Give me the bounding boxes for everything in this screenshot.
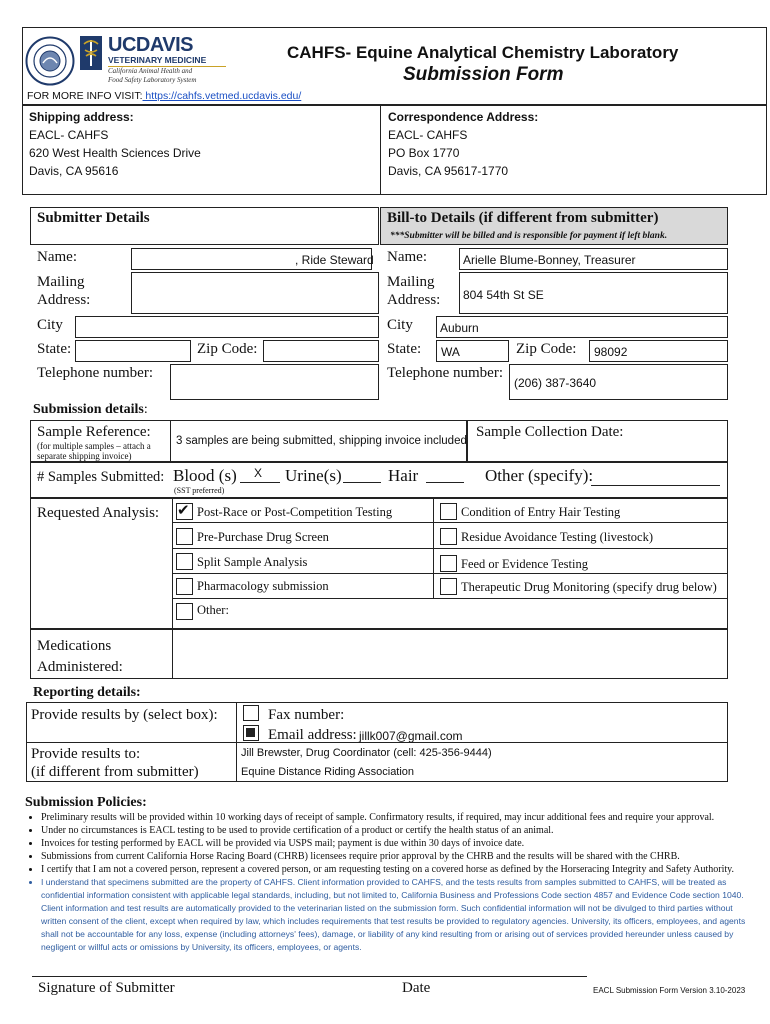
form-subtitle: Submission Form bbox=[403, 64, 564, 85]
condition-entry-checkbox[interactable] bbox=[440, 503, 457, 520]
billto-mailing-value: 804 54th St SE bbox=[463, 288, 544, 302]
submitter-state-label: State: bbox=[37, 341, 72, 357]
form-title: CAHFS- Equine Analytical Chemistry Laboratory bbox=[287, 43, 679, 62]
analysis-row-line-3 bbox=[172, 573, 728, 574]
sample-collection-label: Sample Collection Date: bbox=[476, 424, 624, 440]
email-value[interactable]: jillk007@gmail.com bbox=[359, 729, 463, 743]
billto-zip-label: Zip Code: bbox=[516, 341, 577, 357]
correspondence-line3: Davis, CA 95617-1770 bbox=[388, 164, 509, 178]
submitter-mailing-label-1: Mailing bbox=[37, 274, 85, 290]
submission-heading bbox=[33, 402, 148, 418]
billto-city-label: City bbox=[387, 317, 413, 333]
fax-checkbox[interactable] bbox=[243, 705, 259, 721]
submission-heading-text: Submission details bbox=[33, 402, 144, 417]
org-subtitle: VETERINARY MEDICINE bbox=[108, 55, 207, 65]
shipping-line1: EACL- CAHFS bbox=[29, 128, 109, 142]
org-name: UCDAVIS bbox=[108, 34, 194, 56]
billto-zip-value: 98092 bbox=[594, 345, 628, 359]
medications-label-1: Medications bbox=[37, 638, 112, 654]
correspondence-line2: PO Box 1770 bbox=[388, 146, 460, 160]
provide-results-to-note: (if different from submitter) bbox=[31, 764, 199, 780]
signature-label: Signature of Submitter bbox=[38, 980, 175, 996]
provide-results-to-label: Provide results to: bbox=[31, 746, 141, 762]
blood-label: Blood (s) bbox=[173, 466, 237, 485]
analysis-col-divider bbox=[433, 498, 434, 599]
submitter-zip-field[interactable] bbox=[263, 340, 379, 362]
submitter-zip-label: Zip Code: bbox=[197, 341, 258, 357]
date-label: Date bbox=[402, 980, 431, 996]
option-residue-avoidance: Residue Avoidance Testing (livestock) bbox=[461, 530, 654, 544]
billto-heading: Bill-to Details (if different from submitter) bbox=[387, 210, 659, 226]
sst-note: (SST preferred) bbox=[174, 486, 225, 495]
analysis-label-divider bbox=[172, 498, 173, 629]
billto-phone-label: Telephone number: bbox=[387, 365, 503, 381]
policy-confidentiality: • I understand that specimens submitted are the property of CAHFS. Client information provided to CAHFS, and the tests results from samples submitted to CAHFS, will be treated as confidential information consistent with applicable legal standards, including, but not limited to, California Business and Professions Code section 4857 and Evidence Code section 1040. Client information and test results are automatically provided to the veterinarian listed on the submission form. Such confidential information will not be divulged to third parties without written consent of the client, except when required by law, which includes requirements that test results be provided to regulatory agencies. University, its officers, employees, and agents shall not be accountable for any loss, expense (including attorneys' fees), damage, or liability of any kind resulting from or arising out of services provided hereunder unless caused by negligent or willful acts or omissions by University, its officers, employees, or agents. bbox=[41, 876, 753, 954]
policy-item: • Invoices for testing performed by EACL will be provided via USPS mail; payment is due within 30 days of invoice date. bbox=[41, 837, 753, 850]
billto-name-value: Arielle Blume-Bonney, Treasurer bbox=[463, 253, 636, 267]
billto-city-field[interactable] bbox=[436, 316, 728, 338]
sample-reference-note-1: (for multiple samples – attach a bbox=[37, 441, 151, 451]
medications-field[interactable] bbox=[173, 630, 727, 678]
email-label: Email address: bbox=[268, 727, 357, 743]
submission-heading-colon: : bbox=[143, 402, 148, 417]
correspondence-line1: EACL- CAHFS bbox=[388, 128, 468, 142]
hair-underline[interactable] bbox=[426, 482, 464, 483]
shipping-line3: Davis, CA 95616 bbox=[29, 164, 119, 178]
blood-underline bbox=[240, 482, 280, 483]
email-checkbox-fill bbox=[246, 728, 255, 737]
sample-reference-note-2: separate shipping invoice) bbox=[37, 451, 132, 461]
hair-label: Hair bbox=[388, 466, 419, 485]
split-sample-checkbox[interactable] bbox=[176, 553, 193, 570]
billto-name-label: Name: bbox=[387, 249, 427, 265]
analysis-row-line-4 bbox=[172, 598, 728, 599]
submitter-mailing-field[interactable] bbox=[131, 272, 379, 314]
policy-item: • Preliminary results will be provided within 10 working days of receipt of sample. Confirmatory results, if required, may incur additional fees and require your approval. bbox=[41, 811, 753, 824]
billto-note: ***Submitter will be billed and is responsible for payment if left blank. bbox=[390, 231, 668, 241]
blood-value[interactable]: X bbox=[254, 466, 263, 480]
sample-reference-label: Sample Reference: bbox=[37, 424, 151, 440]
billto-phone-value: (206) 387-3640 bbox=[514, 376, 597, 390]
more-info bbox=[27, 90, 301, 102]
therapeutic-checkbox[interactable] bbox=[440, 578, 457, 595]
billto-state-value: WA bbox=[441, 345, 460, 359]
more-info-link[interactable]: https://cahfs.vetmed.ucdavis.edu/ bbox=[142, 90, 302, 102]
policy-item: • Under no circumstances is EACL testing to be used to provide certification of a product or certify the health status of an animal. bbox=[41, 824, 753, 837]
shipping-label: Shipping address: bbox=[29, 110, 134, 124]
sample-reference-value[interactable]: 3 samples are being submitted, shipping invoice included bbox=[176, 435, 467, 447]
option-pre-purchase: Pre-Purchase Drug Screen bbox=[197, 530, 329, 544]
analysis-row-line-1 bbox=[172, 522, 728, 523]
signature-line[interactable] bbox=[32, 976, 587, 977]
billto-state-label: State: bbox=[387, 341, 422, 357]
residue-avoidance-checkbox[interactable] bbox=[440, 528, 457, 545]
option-other: Other: bbox=[197, 603, 229, 617]
submitter-mailing-label-2: Address: bbox=[37, 292, 91, 308]
medications-label-2: Administered: bbox=[37, 659, 123, 675]
option-post-race: Post-Race or Post-Competition Testing bbox=[197, 505, 393, 519]
reporting-heading: Reporting details: bbox=[33, 685, 141, 700]
form-version: EACL Submission Form Version 3.10-2023 bbox=[593, 986, 746, 995]
sample-reference-divider bbox=[170, 420, 171, 462]
org-subtitle-3: Food Safety Laboratory System bbox=[108, 76, 197, 84]
org-subtitle-2: California Animal Health and bbox=[108, 67, 193, 75]
submitter-name-value: , Ride Steward bbox=[295, 253, 374, 267]
provide-results-by-label: Provide results by (select box): bbox=[31, 707, 218, 723]
caduceus-icon bbox=[80, 36, 102, 70]
submitter-phone-field[interactable] bbox=[170, 364, 379, 400]
submitter-city-label: City bbox=[37, 317, 63, 333]
other-analysis-checkbox[interactable] bbox=[176, 603, 193, 620]
samples-submitted-label: # Samples Submitted: bbox=[37, 469, 165, 485]
urine-underline[interactable] bbox=[343, 482, 381, 483]
option-split-sample: Split Sample Analysis bbox=[197, 555, 308, 569]
other-specify-underline[interactable] bbox=[591, 485, 720, 486]
checkmark-icon: ✔ bbox=[177, 501, 190, 519]
correspondence-label: Correspondence Address: bbox=[388, 110, 539, 124]
other-specify-label: Other (specify): bbox=[485, 466, 594, 485]
results-recipient-line-2[interactable]: Equine Distance Riding Association bbox=[241, 766, 415, 778]
email-checkbox[interactable] bbox=[243, 725, 259, 741]
results-recipient-line-1[interactable]: Jill Brewster, Drug Coordinator (cell: 425-356-9444) bbox=[241, 747, 492, 759]
billto-mailing-label-1: Mailing bbox=[387, 274, 435, 290]
submitter-state-field[interactable] bbox=[75, 340, 191, 362]
option-therapeutic: Therapeutic Drug Monitoring (specify drug below) bbox=[461, 580, 717, 594]
seal-logo bbox=[25, 36, 75, 86]
more-info-label: FOR MORE INFO VISIT: bbox=[27, 90, 143, 102]
feed-evidence-checkbox[interactable] bbox=[440, 555, 457, 572]
option-pharmacology: Pharmacology submission bbox=[197, 579, 329, 593]
post-race-checkbox[interactable] bbox=[176, 503, 193, 520]
analysis-row-line-2 bbox=[172, 548, 728, 549]
pharmacology-checkbox[interactable] bbox=[176, 578, 193, 595]
requested-analysis-label: Requested Analysis: bbox=[37, 505, 160, 521]
submitter-city-field[interactable] bbox=[75, 316, 379, 338]
policy-item: • Submissions from current California Horse Racing Board (CHRB) licensees require prior approval by the CHRB and the results will be shared with the CHRB. bbox=[41, 850, 753, 863]
policy-item: • I certify that I am not a covered person, represent a covered person, or am requesting testing on a covered horse as defined by the Horseracing Integrity and Safety Authority. bbox=[41, 863, 753, 876]
urine-label: Urine(s) bbox=[285, 466, 342, 485]
policies-heading: Submission Policies: bbox=[25, 795, 147, 810]
billto-city-value: Auburn bbox=[440, 321, 479, 335]
pre-purchase-checkbox[interactable] bbox=[176, 528, 193, 545]
option-feed-evidence: Feed or Evidence Testing bbox=[461, 557, 588, 571]
policies-list bbox=[27, 811, 753, 954]
submitter-phone-label: Telephone number: bbox=[37, 365, 153, 381]
fax-label: Fax number: bbox=[268, 707, 345, 723]
option-condition-entry: Condition of Entry Hair Testing bbox=[461, 505, 621, 519]
billto-mailing-label-2: Address: bbox=[387, 292, 441, 308]
submitter-name-label: Name: bbox=[37, 249, 77, 265]
submitter-heading: Submitter Details bbox=[37, 210, 150, 226]
address-divider bbox=[380, 105, 381, 195]
shipping-line2: 620 West Health Sciences Drive bbox=[29, 146, 201, 160]
